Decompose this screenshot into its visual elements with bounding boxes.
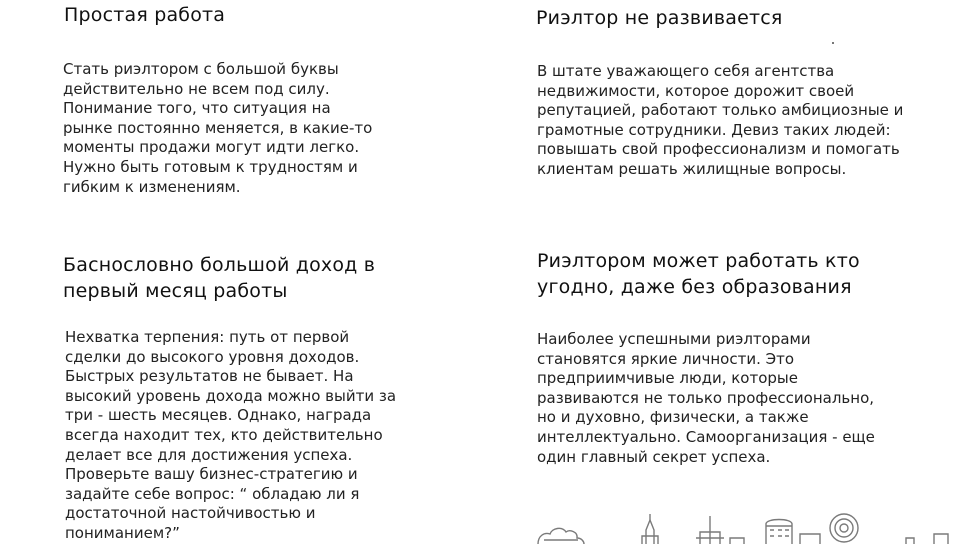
text-line: достаточной настойчивостью и (65, 504, 316, 523)
stray-dot (832, 42, 834, 44)
text-line: грамотные сотрудники. Девиз таких людей: (537, 120, 891, 139)
text-line: предприимчивые люди, которые (537, 369, 798, 388)
section-text-anyone-can-work (537, 330, 937, 467)
title-line: угодно, даже без образования (537, 276, 852, 298)
text-line: рынке постоянно меняется, в какие-то (63, 118, 373, 137)
text-line: интеллектуально. Самоорганизация - еще (537, 427, 875, 446)
section-title-realtor-not-developing: Риэлтор не развивается (536, 7, 783, 29)
section-title-anyone-can-work (537, 248, 937, 300)
text-line: действительно не всем под силу. (63, 79, 330, 98)
text-line: моменты продажи могут идти легко. (63, 138, 360, 157)
text-line: задайте себе вопрос: “ обладаю ли я (65, 484, 360, 503)
text-line: Наиболее успешными риэлторами (537, 330, 811, 348)
text-line: Быстрых результатов не бывает. На (65, 367, 354, 386)
text-line: повышать свой профессионализм и помогать (537, 140, 900, 159)
text-line: высокий уровень дохода можно выйти за (65, 386, 397, 405)
section-title-fabulous-income (63, 252, 463, 304)
text-line: Стать риэлтором с большой буквы (63, 60, 339, 78)
text-line: В штате уважающего себя агентства (537, 62, 835, 80)
text-line: недвижимости, которое дорожит своей (537, 81, 855, 100)
title-line: первый месяц работы (63, 280, 288, 302)
section-text-simple-work (63, 60, 473, 197)
text-line: становятся яркие личности. Это (537, 349, 794, 368)
section-text-fabulous-income (65, 328, 465, 544)
city-skyline-icon (530, 512, 968, 544)
text-line: Понимание того, что ситуация на (63, 99, 331, 118)
text-line: сделки до высокого уровня доходов. (65, 347, 360, 366)
text-line: делает все для достижения успеха. (65, 445, 353, 464)
text-line: но и духовно, физически, а также (537, 408, 809, 427)
text-line: Проверьте вашу бизнес-стратегию и (65, 465, 358, 484)
text-line: Нужно быть готовым к трудностям и (63, 157, 358, 176)
text-line: клиентам решать жилищные вопросы. (537, 159, 847, 178)
text-line: всегда находит тех, кто действительно (65, 425, 383, 444)
text-line: репутацией, работают только амбициозные и (537, 101, 904, 120)
title-line: Баснословно большой доход в (63, 254, 376, 276)
text-line: развиваются не только профессионально, (537, 388, 875, 407)
title-line: Риэлтором может работать кто (537, 250, 860, 272)
text-line: пониманием?” (65, 523, 180, 542)
text-line: три - шесть месяцев. Однако, награда (65, 406, 372, 425)
section-text-realtor-not-developing (537, 62, 957, 180)
text-line: один главный секрет успеха. (537, 447, 771, 466)
text-line: Нехватка терпения: путь от первой (65, 328, 350, 346)
text-line: гибким к изменениям. (63, 177, 241, 196)
section-title-simple-work: Простая работа (64, 4, 226, 26)
